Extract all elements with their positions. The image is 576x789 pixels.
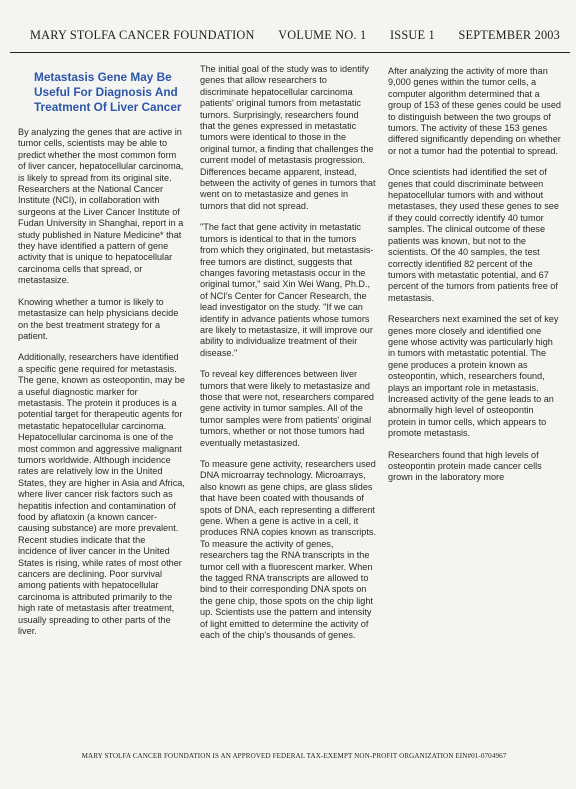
column-2	[200, 64, 376, 652]
header-rule	[10, 52, 570, 53]
column-3	[388, 66, 562, 494]
paragraph-4: The initial goal of the study was to identify genes that allow researchers to discriminate hepatocellular carcinoma patients' original tumors from metastatic tumors. Surprisingly, researchers found that the genes expressed in metastatic tumors were identical to those in the original tumor, a finding that challenges the current model of metastasis progression. Differences became apparent, instead, between the activity of genes in tumors that went on to metastasize and genes in tumors that did not spread.	[200, 64, 376, 211]
paragraph-3: Additionally, researchers have identified a specific gene required for metastasis. The gene, known as osteopontin, may be a useful diagnostic marker for metastasis. The protein it produces is a potential target for therapeutic agents for metastatic hepatocellular carcinoma. Hepatocellular carcinoma is one of the most common and aggressive malignant tumors worldwide. Although incidence rates are relatively low in the United States, they are higher in Asia and Africa, where liver cancer risk factors such as hepatitis infection and contamination of food by aflatoxin (a known cancer-causing substance) are more prevalent. Recent studies indicate that the incidence of liver cancer in the United States is rising, while rates of most other cancers are declining. Poor survival among patients with hepatocellular carcinoma is attributed primarily to the high rate of metastasis after treatment, usually spreading to other parts of the liver.	[18, 352, 185, 637]
article-headline: Metastasis Gene May Be Useful For Diagnosis And Treatment Of Liver Cancer	[34, 70, 182, 114]
date-label: SEPTEMBER 2003	[458, 28, 560, 42]
volume-label: VOLUME NO. 1	[278, 28, 367, 42]
org-name: MARY STOLFA CANCER FOUNDATION	[30, 28, 255, 42]
footer-note: MARY STOLFA CANCER FOUNDATION IS AN APPROVED FEDERAL TAX-EXEMPT NON-PROFIT ORGANIZATION EIN#01-0704967	[81, 752, 507, 760]
paragraph-11: Researchers found that high levels of osteopontin protein made cancer cells grown in the laboratory more	[388, 449, 542, 483]
paragraph-6: To reveal key differences between liver tumors that were likely to metastasize and those that were not, researchers compared gene activity in tumor samples. All of the tumor samples were from patients' original tumors, whether or not those tumors had eventually metastasized.	[200, 369, 374, 448]
paragraph-8: After analyzing the activity of more than 9,000 genes within the tumor cells, a computer algorithm determined that a group of 153 of these genes could be used to distinguish between the two groups of tumors. The activity of these 153 genes differed significantly depending on whether or not a tumor had the potential to spread.	[388, 66, 562, 156]
issue-label: ISSUE 1	[390, 28, 435, 42]
masthead	[30, 28, 560, 43]
paragraph-7: To measure gene activity, researchers used DNA microarray technology. Microarrays, also known as gene chips, are glass slides that have been coated with thousands of spots of DNA, each representing a different gene. When a gene is active in a cell, it produces RNA copies known as transcripts. To measure the activity of genes, researchers tag the RNA transcripts in the tumor cell with a fluorescent marker. When the tagged RNA transcripts are allowed to bind to their corresponding DNA spots on the gene chip, those spots on the chip light up. Scientists use the pattern and intensity of light emitted to determine the activity of each of the chip's thousands of genes.	[200, 459, 376, 641]
paragraph-1: By analyzing the genes that are active in tumor cells, scientists may be able to predict whether the most common form of liver cancer, hepatocellular carcinoma, is likely to spread from its original site. Researchers at the National Cancer Institute (NCI), in collaboration with surgeons at the Liver Cancer Institute of Fudan University in Shanghai, report in a study published in Nature Medicine* that they have identified a pattern of gene activity that is unique to hepatocellular carcinoma cells that spread, or metastasize.	[18, 127, 184, 286]
paragraph-10: Researchers next examined the set of key genes more closely and identified one gene whose activity was particularly high in tumors with metastatic potential. The gene produces a protein known as osteopontin, which, researchers found, plays an important role in metastasis. Increased activity of the gene leads to an abnormally high level of osteopontin protein in tumor cells, which appears to promote metastasis.	[388, 314, 559, 439]
paragraph-9: Once scientists had identified the set of genes that could discriminate between hepatocellular tumors with and without metastases, they used these genes to see if they could correctly identify 40 tumor samples. The clinical outcome of these patients was known, but not to the scientists. Of the 40 samples, the test correctly identified 82 percent of the tumors with metastatic potential, and 67 percent of the tumors from patients free of metastasis.	[388, 167, 559, 303]
column-1	[18, 64, 186, 647]
paragraph-5: "The fact that gene activity in metastatic tumors is identical to that in the tumors from which they originated, but metastasis-free tumors are distinct, suggests that changes favoring metastasis occur in the original tumor," said Xin Wei Wang, Ph.D., of NCI's Center for Cancer Research, the lead investigator on the study. "If we can identify in advance patients whose tumors are likely to metastasize, it will improve our ability to individualize treatment of their disease."	[200, 222, 374, 358]
paragraph-2: Knowing whether a tumor is likely to metastasize can help physicians decide on the best treatment strategy for a patient.	[18, 296, 179, 341]
